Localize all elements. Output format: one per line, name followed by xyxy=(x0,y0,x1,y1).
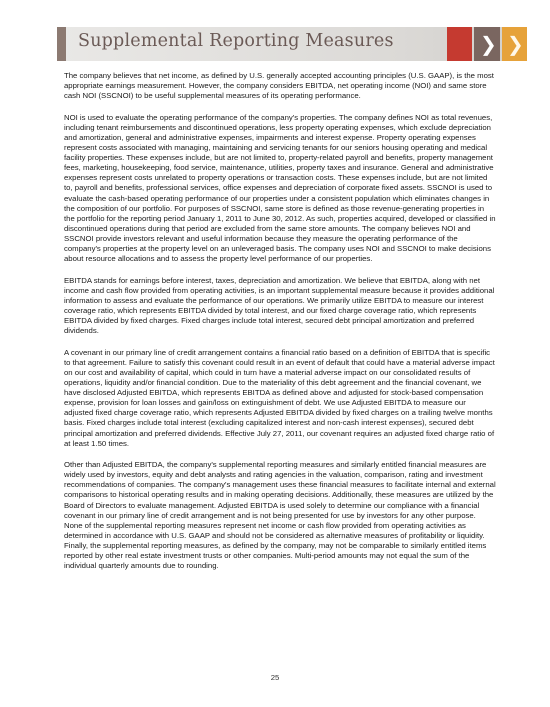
paragraph-intro: The company believes that net income, as defined by U.S. generally accepted accounting principles (U.S. GAAP), is the most appropriate earnings measurement. However, the company considers EBITDA, net operating income (NOI) and same store cash NOI (SSCNOI) to be useful supplemental measures of its operating performance. xyxy=(64,71,494,101)
chevron-right-icon: ❯ xyxy=(480,32,497,56)
paragraph-covenant: A covenant in our primary line of credit arrangement contains a financial ratio based on a definition of EBITDA that is specific to that agreement. Failure to satisfy this covenant could result in an event of default that could have a material adverse impact on our cost and availability of capital, which could in turn have a material adverse impact on our consolidated results of operations, liquidity and/or financial condition. Due to the materiality of this debt agreement and the financial covenant, we have disclosed Adjusted EBITDA, which represents EBITDA as defined above and adjusted for stock-based compensation expense, provision for loan losses and gain/loss on extinguishment of debt. We use Adjusted EBITDA to measure our adjusted fixed charge coverage ratio, which represents Adjusted EBITDA divided by fixed charges on a trailing twelve months basis. Fixed charges include total interest (excluding capitalized interest and non-cash interest expenses), secured debt principal amortization and preferred dividends. Effective July 27, 2011, our covenant requires an adjusted fixed charge ratio of at least 1.50 times. xyxy=(64,347,495,448)
paragraph-other-measures: Other than Adjusted EBITDA, the company's supplemental reporting measures and similarly entitled financial measures are widely used by investors, equity and debt analysts and rating agencies in the valuation, comparison, rating and investment recommendations of companies. The company's management uses these financial measures to facilitate internal and external comparisons to historical operating results and in making operating decisions. Additionally, these measures are utilized by the Board of Directors to evaluate management. Adjusted EBITDA is used solely to determine our compliance with a financial covenant in our primary line of credit arrangement and is not being presented for use by investors for any other purpose. None of the supplemental reporting measures represent net income or cash flow provided from operating activities as determined in accordance with U.S. GAAP and should not be considered as alternative measures of profitability or liquidity. Finally, the supplemental reporting measures, as defined by the company, may not be comparable to similarly entitled items reported by other real estate investment trusts or other companies. Multi-period amounts may not equal the sum of the individual quarterly amounts due to rounding. xyxy=(64,460,496,571)
section-title: Supplemental Reporting Measures xyxy=(78,31,394,51)
chevron-right-icon: ❯ xyxy=(507,32,524,56)
page-number: 25 xyxy=(270,673,280,682)
paragraph-noi: NOI is used to evaluate the operating performance of the company's properties. The company defines NOI as total revenues, including tenant reimbursements and discontinued operations, less property operating expenses, which exclude depreciation and amortization, general and administrative expenses, impairments and interest expense. Property operating expenses represent costs associated with managing, maintaining and servicing tenants for our seniors housing operating and medical facility properties. These expenses include, but are not limited to, property-related payroll and benefits, property management fees, marketing, housekeeping, food service, maintenance, utilities, property taxes and insurance. General and administrative expenses represent costs unrelated to property operations or transaction costs. These expenses include, but are not limited to, payroll and benefits, professional services, office expenses and depreciation of corporate fixed assets. SSCNOI is used to evaluate the cash-based operating performance of our properties under a consistent population which eliminates changes in the composition of our portfolio. For purposes of SSCNOI, same store is defined as those revenue-generating properties in the portfolio for the reporting period January 1, 2011 to June 30, 2012. As such, properties acquired, developed or classified in discontinued operations during that period are excluded from the same store amounts. The company believes NOI and SSCNOI provide investors relevant and useful information because they measure the operating performance of the company's properties at the property level on an unleveraged basis. The company uses NOI and SSCNOI to make decisions about resource allocations and to assess the property level performance of our properties. xyxy=(64,112,496,264)
body-text xyxy=(64,71,496,583)
paragraph-ebitda: EBITDA stands for earnings before interest, taxes, depreciation and amortization. We believe that EBITDA, along with net income and cash flow provided from operating activities, is an important supplemental measure because it provides additional information to assess and evaluate the performance of our operations. We primarily utilize EBITDA to measure our interest coverage ratio, which represents EBITDA divided by total interest, and our fixed charge coverage ratio, which represents EBITDA divided by fixed charges. Fixed charges include total interest, secured debt principal amortization and preferred dividends. xyxy=(64,275,495,336)
header-red-block xyxy=(447,27,472,61)
header-accent-stripe xyxy=(57,27,66,61)
